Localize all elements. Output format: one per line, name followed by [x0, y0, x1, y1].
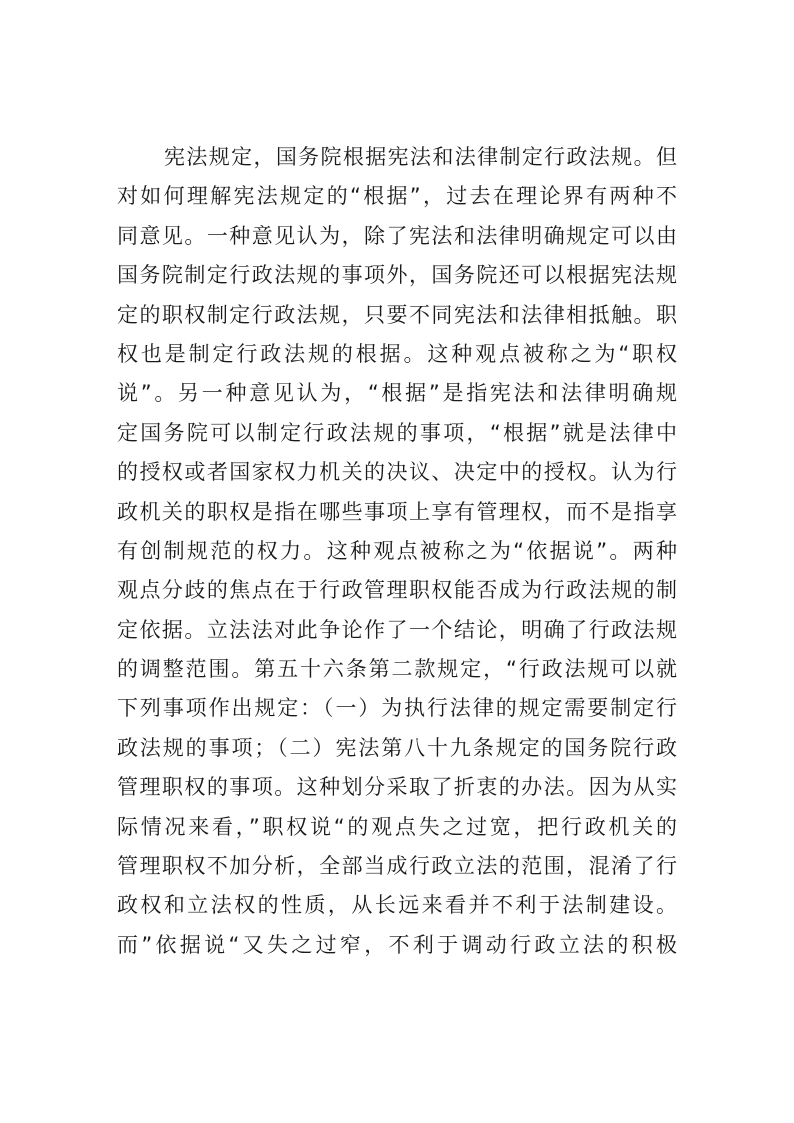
text-line: 国务院制定行政法规的事项外，国务院还可以根据宪法规 [117, 263, 677, 288]
text-line: 的授权或者国家权力机关的决议、决定中的授权。认为行 [117, 460, 677, 485]
text-line: 对如何理解宪法规定的“根据”，过去在理论界有两种不 [117, 184, 677, 209]
text-line: 定依据。立法法对此争论作了一个结论，明确了行政法规 [117, 617, 677, 642]
text-line: 际情况来看，”职权说“的观点失之过宽，把行政机关的 [117, 814, 677, 839]
body-paragraph [117, 138, 677, 965]
text-line: 管理职权的事项。这种划分采取了折衷的办法。因为从实 [117, 775, 677, 800]
text-line: 定国务院可以制定行政法规的事项，“根据”就是法律中 [117, 420, 677, 445]
text-line: 宪法规定，国务院根据宪法和法律制定行政法规。但 [164, 145, 677, 169]
text-line: 有创制规范的权力。这种观点被称之为“依据说”。两种 [117, 538, 677, 563]
text-line: 下列事项作出规定：（一）为执行法律的规定需要制定行 [117, 696, 677, 721]
text-line: 观点分歧的焦点在于行政管理职权能否成为行政法规的制 [117, 578, 677, 603]
text-line: 政机关的职权是指在哪些事项上享有管理权，而不是指享 [117, 499, 677, 524]
text-line: 同意见。一种意见认为，除了宪法和法律明确规定可以由 [117, 223, 677, 248]
text-line: 管理职权不加分析，全部当成行政立法的范围，混淆了行 [117, 854, 677, 879]
text-line: 而”依据说“又失之过窄，不利于调动行政立法的积极 [117, 932, 677, 957]
text-line: 政权和立法权的性质，从长远来看并不利于法制建设。 [117, 893, 677, 918]
text-line: 说”。另一种意见认为，“根据”是指宪法和法律明确规 [117, 381, 677, 406]
text-line: 的调整范围。第五十六条第二款规定，“行政法规可以就 [117, 657, 677, 682]
text-line: 权也是制定行政法规的根据。这种观点被称之为“职权 [117, 341, 677, 366]
text-line: 定的职权制定行政法规，只要不同宪法和法律相抵触。职 [117, 302, 677, 327]
text-line: 政法规的事项；（二）宪法第八十九条规定的国务院行政 [117, 735, 677, 760]
